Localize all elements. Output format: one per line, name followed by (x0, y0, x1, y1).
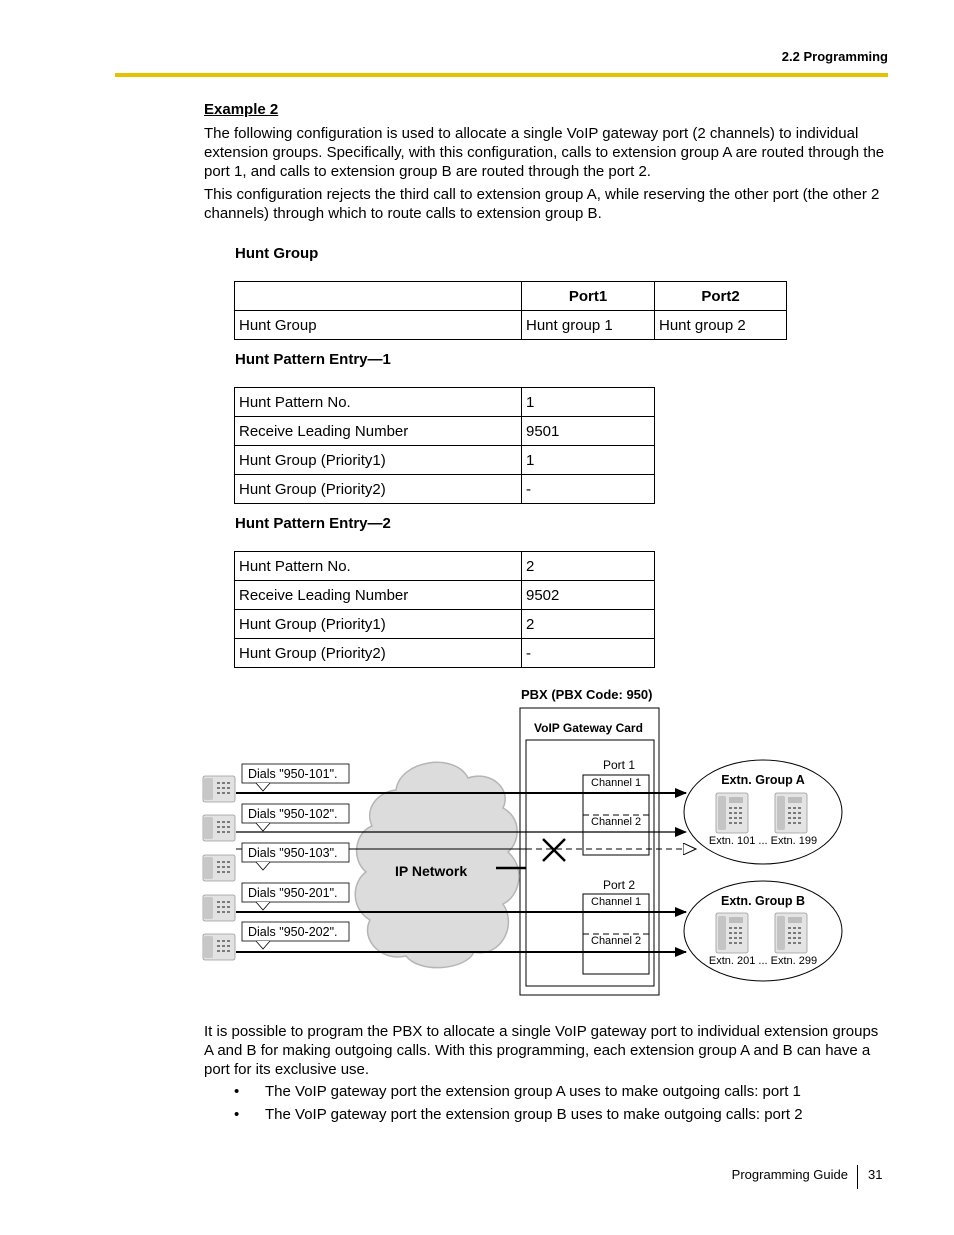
table-cell: Hunt Group (Priority2) (235, 639, 522, 668)
svg-text:Dials "950-201".: Dials "950-201". (248, 886, 338, 900)
bullet-item: The VoIP gateway port the extension group B uses to make outgoing calls: port 2 (265, 1106, 803, 1123)
dial-callout (242, 804, 349, 831)
port2-channel1: Channel 1 (591, 896, 642, 908)
table-cell: - (522, 639, 655, 668)
dial-callout (242, 883, 349, 910)
caller-phone-icon (203, 934, 235, 960)
table-cell: Hunt Group (235, 311, 522, 340)
table-cell: - (522, 475, 655, 504)
table-cell: Hunt Group (Priority1) (235, 446, 522, 475)
section-title: 2.2 Programming (781, 49, 888, 64)
svg-text:Dials "950-103".: Dials "950-103". (248, 846, 338, 860)
table-cell: Receive Leading Number (235, 417, 522, 446)
footer-divider (857, 1165, 858, 1189)
svg-text:Dials "950-101".: Dials "950-101". (248, 767, 338, 781)
reject-paragraph: This configuration rejects the third call to extension group A, while reserving the other port (the other 2 channels) through which to route calls to extension group B. (204, 186, 880, 222)
bullet-marker: • (234, 1083, 240, 1100)
table-cell: 9501 (522, 417, 655, 446)
table-cell: 9502 (522, 581, 655, 610)
caller-phone-icon (203, 855, 235, 881)
caller-phone-icon (203, 815, 235, 841)
port2-channel2: Channel 2 (591, 935, 642, 947)
extension-phone-icon (716, 793, 748, 833)
group-b-range: Extn. 201 ... Extn. 299 (708, 955, 818, 967)
dial-callout (242, 843, 349, 870)
extension-phone-icon (716, 913, 748, 953)
table-cell: Hunt group 1 (522, 311, 655, 340)
port1-channel1: Channel 1 (591, 777, 642, 789)
bullet-item: The VoIP gateway port the extension group A uses to make outgoing calls: port 1 (265, 1083, 801, 1100)
table-cell: Hunt Group (Priority2) (235, 475, 522, 504)
footer-label: Programming Guide (731, 1167, 848, 1182)
group-a-label: Extn. Group A (721, 773, 805, 787)
port1-channel2: Channel 2 (591, 816, 642, 828)
group-a-range: Extn. 101 ... Extn. 199 (708, 835, 818, 847)
extension-phone-icon (775, 913, 807, 953)
port1-label: Port 1 (603, 758, 636, 772)
table-cell: Receive Leading Number (235, 581, 522, 610)
summary-paragraph: It is possible to program the PBX to allocate a single VoIP gateway port to individual extension groups A and B for making outgoing calls. With this programming, each extension group A and B can have a port for its exclusive use. (204, 1023, 879, 1078)
table-cell: 1 (522, 388, 655, 417)
table-header-cell: Port2 (655, 282, 787, 311)
bullet-marker: • (234, 1106, 240, 1123)
table-cell: 1 (522, 446, 655, 475)
pbx-label: PBX (PBX Code: 950) (521, 687, 653, 702)
svg-text:Dials "950-102".: Dials "950-102". (248, 807, 338, 821)
example-title: Example 2 (204, 101, 279, 118)
voip-card-label: VoIP Gateway Card (534, 721, 643, 735)
caller-phone-icon (203, 895, 235, 921)
ip-network-label: IP Network (395, 863, 468, 879)
port2-label: Port 2 (603, 878, 636, 892)
entry1-heading: Hunt Pattern Entry—1 (235, 351, 391, 368)
intro-paragraph: The following configuration is used to allocate a single VoIP gateway port (2 channels) to individual extension groups. Specifically, with this configuration, calls to extension group A are routed through the port 1, and calls to extension group B are routed through the port 2. (204, 125, 885, 180)
table-cell: Hunt Group (Priority1) (235, 610, 522, 639)
caller-phone-icon (203, 776, 235, 802)
table-cell: Hunt group 2 (655, 311, 787, 340)
entry2-heading: Hunt Pattern Entry—2 (235, 515, 391, 532)
svg-text:Dials "950-202".: Dials "950-202". (248, 925, 338, 939)
table-header-cell: Port1 (522, 282, 655, 311)
hunt-group-heading: Hunt Group (235, 245, 319, 262)
page-number: 31 (868, 1167, 883, 1182)
group-b-label: Extn. Group B (720, 894, 806, 908)
dial-callout (242, 764, 349, 791)
table-cell: 2 (522, 610, 655, 639)
table-cell: Hunt Pattern No. (235, 552, 522, 581)
dial-callout (242, 922, 349, 949)
table-cell: Hunt Pattern No. (235, 388, 522, 417)
table-cell: 2 (522, 552, 655, 581)
extension-phone-icon (775, 793, 807, 833)
